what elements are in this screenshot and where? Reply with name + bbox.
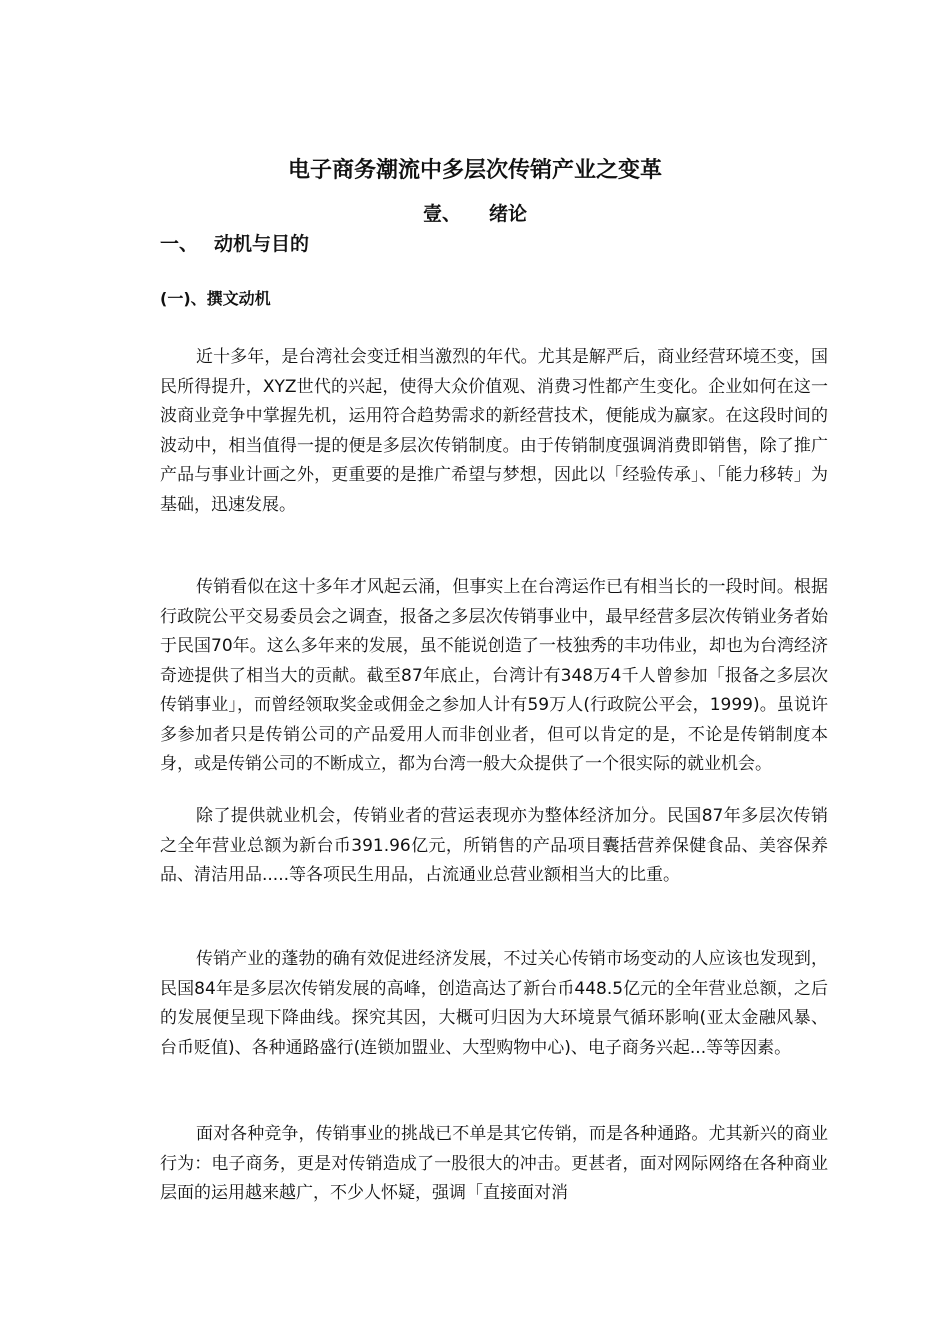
body-paragraph: 传销产业的蓬勃的确有效促进经济发展，不过关心传销市场变动的人应该也发现到，民国84年是多层次传销发展的高峰，创造高达了新台币448.5亿元的全年营业总额，之后的发展便呈现下降曲线。探究其因，大概可归因为大环境景气循环影响(亚太金融风暴、台币贬值)、各种通路盛行(连锁加盟业、大型购物中心)、电子商务兴起...等等因素。 [160,949,828,1058]
chapter-heading [0,199,950,229]
section-number: 一、 [160,233,199,255]
body-paragraph: 传销看似在这十多年才风起云涌，但事实上在台湾运作已有相当长的一段时间。根据行政院公平交易委员会之调查，报备之多层次传销事业中，最早经营多层次传销业务者始于民国70年。这么多年来的发展，虽不能说创造了一枝独秀的丰功伟业，却也为台湾经济奇迹提供了相当大的贡献。截至87年底止，台湾计有348万4千人曾参加「报备之多层次传销事业」，而曾经领取奖金或佣金之参加人计有59万人(行政院公平会，1999)。虽说许多参加者只是传销公司的产品爱用人而非创业者，但可以肯定的是，不论是传销制度本身，或是传销公司的不断成立，都为台湾一般大众提供了一个很实际的就业机会。 [160,577,828,774]
document-title: 电子商务潮流中多层次传销产业之变革 [287,158,662,183]
body-paragraph: 近十多年，是台湾社会变迁相当激烈的年代。尤其是解严后，商业经营环境丕变，国民所得提升，XYZ世代的兴起，使得大众价值观、消费习性都产生变化。企业如何在这一波商业竞争中掌握先机，运用符合趋势需求的新经营技术，便能成为赢家。在这段时间的波动中，相当值得一提的便是多层次传销制度。由于传销制度强调消费即销售，除了推广产品与事业计画之外，更重要的是推广希望与梦想，因此以「经验传承」、「能力移转」为基础，迅速发展。 [160,347,828,515]
body-paragraph: 面对各种竞争，传销事业的挑战已不单是其它传销，而是各种通路。尤其新兴的商业行为：电子商务，更是对传销造成了一股很大的冲击。更甚者，面对网际网络在各种商业层面的运用越来越广，不少人怀疑，强调「直接面对消 [160,1124,828,1203]
section-title: 动机与目的 [214,233,310,255]
chapter-number: 壹、 [422,203,461,225]
subsection-heading: (一)、撰文动机 [160,289,271,308]
body-paragraph: 除了提供就业机会，传销业者的营运表现亦为整体经济加分。民国87年多层次传销之全年营业总额为新台币391.96亿元，所销售的产品项目囊括营养保健食品、美容保养品、清洁用品.....等各项民生用品，占流通业总营业额相当大的比重。 [160,806,828,885]
chapter-title: 绪论 [489,203,528,225]
section-heading [160,229,309,259]
